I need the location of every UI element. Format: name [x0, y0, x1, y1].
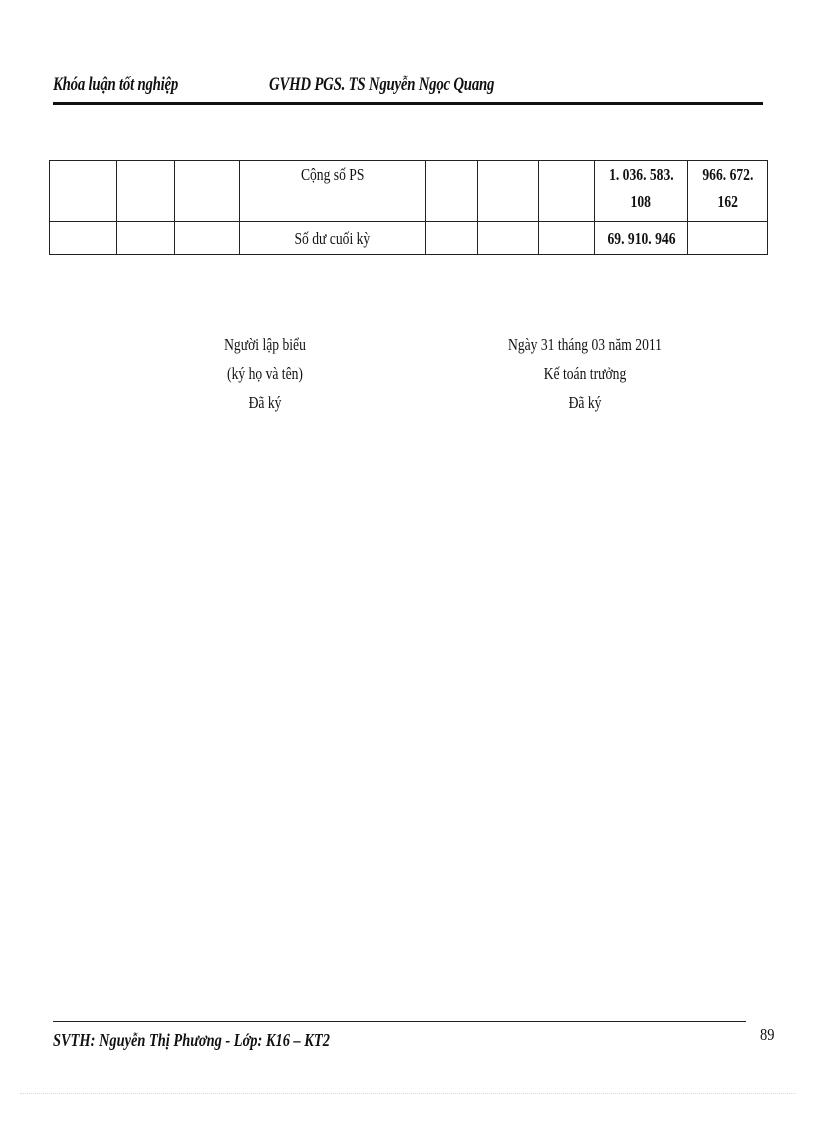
chief-accountant-signed: Đã ký — [568, 393, 602, 412]
table-cell — [478, 161, 539, 222]
table-cell — [539, 222, 595, 255]
table-cell — [117, 161, 175, 222]
credit-balance-cell — [688, 222, 768, 255]
accountant-signature-block — [470, 330, 700, 417]
table-cell — [50, 161, 117, 222]
table-cell — [426, 222, 478, 255]
page-bottom-divider — [20, 1093, 796, 1094]
table-cell — [117, 222, 175, 255]
page-number: 89 — [760, 1025, 775, 1044]
table-cell — [539, 161, 595, 222]
table-cell — [426, 161, 478, 222]
chief-accountant-title: Kế toán trưởng — [543, 364, 627, 383]
preparer-note: (ký họ và tên) — [227, 364, 303, 383]
table-row — [50, 161, 768, 222]
debit-balance-cell: 69. 910. 946 — [595, 222, 688, 255]
table-cell — [175, 161, 240, 222]
footer-divider — [53, 1021, 746, 1022]
table-cell — [478, 222, 539, 255]
preparer-signature-block — [175, 330, 355, 417]
thesis-title: Khóa luận tốt nghiệp — [53, 74, 179, 95]
student-info: SVTH: Nguyễn Thị Phương - Lớp: K16 – KT2 — [53, 1030, 330, 1050]
signature-date: Ngày 31 tháng 03 năm 2011 — [508, 335, 662, 354]
table-cell — [175, 222, 240, 255]
preparer-signed: Đã ký — [248, 393, 282, 412]
preparer-title: Người lập biểu — [224, 335, 306, 354]
ledger-table — [49, 160, 768, 255]
table-cell — [50, 222, 117, 255]
row-label-ending-balance: Số dư cuối kỳ — [240, 222, 426, 255]
row-label-total-ps: Cộng số PS — [240, 161, 426, 222]
page-header — [53, 74, 763, 105]
credit-total-cell: 966. 672. 162 — [688, 161, 768, 222]
table-row — [50, 222, 768, 255]
supervisor-name: GVHD PGS. TS Nguyễn Ngọc Quang — [269, 74, 495, 95]
debit-total-cell: 1. 036. 583. 108 — [595, 161, 688, 222]
